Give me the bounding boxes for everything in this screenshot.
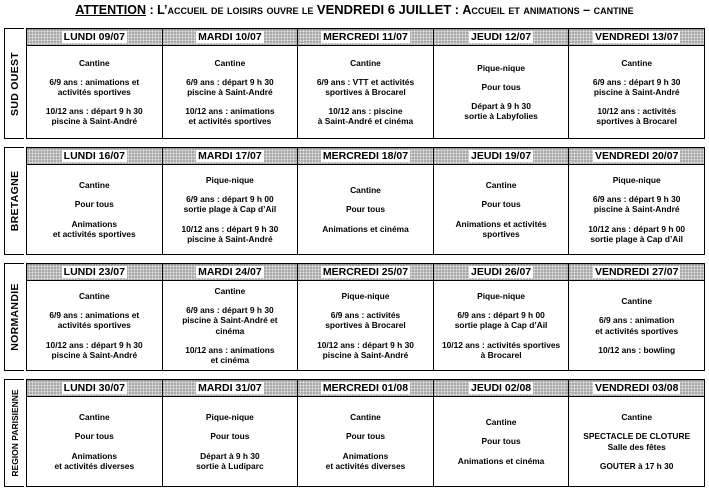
title-attention: ATTENTION [75,3,146,17]
day-header [162,380,298,397]
line-gap [27,331,162,340]
line-gap [434,301,569,310]
day-activities [298,165,434,255]
line-gap [569,422,704,431]
activity-line: sortie plage à Cap d’Ail [183,204,277,215]
activity-line: Pour tous [345,431,386,442]
line-gap [27,97,162,106]
day-label: LUNDI 30/07 [63,382,125,394]
day-label: JEUDI 19/07 [471,150,532,162]
line-gap [27,301,162,310]
activity-line: 6/9 ans : activités [330,310,401,321]
day-header [569,264,705,281]
activity-line: Pique-nique [477,291,526,302]
region-name: REGION PARISIENNE [9,389,20,477]
activity-line: sortie plage à Cap d’Ail [454,320,548,331]
day-activities [569,46,705,139]
activity-line: 10/12 ans : départ 9 h 30 [317,339,414,350]
page-title [0,2,709,17]
activity-line: sportives à Brocarel [325,86,406,97]
day-activities [162,397,298,487]
day-header [162,148,298,165]
week-block [4,28,705,139]
day-label: JEUDI 12/07 [471,31,532,43]
activity-line: sportives [482,228,520,239]
line-gap [434,92,569,101]
activity-line: 10/12 ans : activités sportives [441,339,561,350]
activity-line: Cantine [350,185,381,196]
day-activities [298,281,434,371]
activity-line: Pour tous [74,199,114,210]
activity-line: Animations [342,450,389,461]
day-activities [27,397,163,487]
activity-line: Cantine [350,412,381,423]
day-header [298,29,434,46]
activity-line: 6/9 ans : départ 9 h 30 [186,305,274,316]
day-header [433,148,569,165]
day-label: LUNDI 23/07 [63,266,125,278]
day-header-row [27,380,705,397]
day-header [433,264,569,281]
activity-line: sortie à Ludiparc [196,460,264,471]
day-activities [298,46,434,139]
day-header [433,29,569,46]
day-header [569,148,705,165]
activity-line: et activités sportives [188,116,272,127]
activity-line: cinéma [215,325,245,336]
week-block [4,379,705,487]
day-header [162,29,298,46]
activity-line: Cantine [350,57,381,68]
activity-line: activités sportives [57,320,131,331]
activity-line: et activités sportives [52,228,136,239]
activity-line: Animations [71,218,118,229]
activity-line: Cantine [621,412,653,423]
week-table [26,147,705,255]
line-gap [434,190,569,199]
line-gap [298,422,433,431]
line-gap [163,296,298,305]
day-activities [569,165,705,255]
activity-line: Pour tous [74,431,114,442]
day-label: LUNDI 16/07 [63,150,125,162]
line-gap [569,336,704,345]
region-label [4,379,24,487]
activity-line: Départ à 9 h 30 [471,101,531,111]
line-gap [298,97,433,106]
day-header-row [27,264,705,281]
activity-line: Cantine [621,57,653,68]
day-label: VENDREDI 27/07 [594,266,679,278]
line-gap [163,422,298,431]
activity-line: 10/12 ans : animations [185,106,275,117]
activity-line: Cantine [78,412,110,423]
day-activities [27,46,163,139]
line-gap [163,185,298,194]
line-gap [163,442,298,451]
activity-line: et activités sportives [595,325,679,336]
title-separator: : [146,3,158,17]
day-header [27,380,163,397]
day-label: VENDREDI 13/07 [594,31,679,43]
title-date: VENDREDI 6 JUILLET [316,2,452,17]
region-name: BRETAGNE [8,170,21,232]
region-label [4,263,24,371]
day-label: LUNDI 09/07 [63,31,125,43]
activity-line: piscine à Saint-André et [182,315,278,326]
day-activities [569,397,705,487]
activity-line: Animations et cinéma [322,223,409,234]
day-label: VENDREDI 03/08 [594,382,679,394]
day-label: MARDI 24/07 [198,266,262,278]
activity-line: sportives à Brocarel [325,320,406,331]
day-label: MERCREDI 18/07 [322,150,409,162]
activity-line: activités sportives [57,86,131,97]
activity-line: à Brocarel [480,349,522,360]
line-gap [434,427,569,436]
week-block [4,147,705,255]
day-header [433,380,569,397]
day-header [162,264,298,281]
day-header [298,148,434,165]
activity-line: 6/9 ans : animations et [49,76,140,87]
activity-line: 10/12 ans : activités [597,106,677,117]
day-content-row [27,397,705,487]
line-gap [163,336,298,345]
activity-line: Pique-nique [205,412,254,423]
activity-line: 6/9 ans : VTT et activités [316,76,415,87]
line-gap [27,190,162,199]
activity-line: Pour tous [210,431,250,442]
activity-line: Pour tous [481,436,521,447]
activity-line: piscine à Saint-André [187,86,273,97]
activity-line: piscine à Saint-André [593,86,680,97]
activity-line: Cantine [78,291,110,302]
day-activities [433,281,569,371]
activity-line: Salle des fêtes [607,441,666,452]
activity-line: Pique-nique [341,291,390,302]
activity-line: Pour tous [481,81,521,92]
activity-line: Cantine [485,180,517,191]
line-gap [434,447,569,456]
line-gap [569,185,704,194]
line-gap [163,97,298,106]
activity-line: Pique-nique [205,175,254,186]
activity-line: Cantine [78,180,110,191]
title-part2: Accueil et animations – cantine [462,3,634,17]
activity-line: Animations et activités [455,218,547,229]
line-gap [569,215,704,224]
day-activities [27,281,163,371]
day-header [298,380,434,397]
activity-line: Cantine [214,57,246,68]
activity-line: Pour tous [345,204,386,215]
activity-line: Cantine [485,417,517,428]
title-separator: : [451,3,463,17]
day-label: MERCREDI 01/08 [322,382,409,394]
line-gap [434,210,569,219]
day-content-row [27,46,705,139]
day-activities [298,397,434,487]
activity-line: Animations [71,450,118,461]
activity-line: GOUTER à 17 h 30 [599,460,674,471]
activity-line: Pique-nique [477,62,526,73]
day-header [298,264,434,281]
day-header [27,264,163,281]
activity-line: et activités diverses [54,460,135,471]
activity-line: 10/12 ans : animations [185,344,275,355]
line-gap [27,442,162,451]
title-part1: L’accueil de loisirs ouvre le [157,3,317,17]
day-activities [569,281,705,371]
day-label: JEUDI 02/08 [471,382,532,394]
activity-line: sortie plage à Cap d’Ail [590,233,683,244]
day-header-row [27,29,705,46]
day-content-row [27,281,705,371]
region-label [4,28,24,139]
day-header-row [27,148,705,165]
activity-line: sortie à Labyfolies [464,111,538,122]
activity-line: 6/9 ans : animation [598,315,675,326]
activity-line: à Saint-André et cinéma [317,116,414,127]
activity-line: 10/12 ans : départ 9 h 30 [45,339,143,350]
activity-line: 6/9 ans : départ 9 h 30 [186,76,274,87]
line-gap [298,331,433,340]
line-gap [569,68,704,77]
line-gap [434,331,569,340]
day-activities [27,165,163,255]
day-activities [162,281,298,371]
line-gap [163,215,298,224]
day-label: MARDI 31/07 [198,382,262,394]
line-gap [569,97,704,106]
line-gap [27,210,162,219]
activity-line: 6/9 ans : départ 9 h 00 [457,310,545,321]
week-block [4,263,705,371]
day-label: VENDREDI 20/07 [594,150,679,162]
day-content-row [27,165,705,255]
line-gap [569,306,704,315]
activity-line: piscine à Saint-André [51,116,138,127]
day-activities [162,46,298,139]
line-gap [298,442,433,451]
activity-line: Cantine [78,57,110,68]
line-gap [27,68,162,77]
activity-line: Cantine [214,286,246,297]
week-table [26,28,705,139]
day-header [569,380,705,397]
activity-line: piscine à Saint-André [187,233,273,244]
activity-line: piscine à Saint-André [593,204,680,215]
day-activities [433,397,569,487]
activity-line: Départ à 9 h 30 [200,450,260,461]
activity-line: piscine à Saint-André [322,349,409,360]
activity-line: 10/12 ans : bowling [598,344,676,355]
day-activities [162,165,298,255]
line-gap [27,422,162,431]
line-gap [163,68,298,77]
line-gap [298,301,433,310]
activity-line: 10/12 ans : départ 9 h 30 [181,223,279,234]
activity-line: et cinéma [210,354,250,365]
day-header [27,29,163,46]
day-activities [433,165,569,255]
line-gap [569,452,704,461]
activity-line: 6/9 ans : départ 9 h 30 [592,194,681,205]
activity-line: Pour tous [481,199,521,210]
region-name: NORMANDIE [8,283,21,351]
activity-line: 6/9 ans : animations et [49,310,140,321]
line-gap [434,73,569,82]
day-header [569,29,705,46]
day-header [27,148,163,165]
line-gap [298,215,433,224]
line-gap [298,68,433,77]
activity-line: 10/12 ans : départ 9 h 00 [588,223,686,234]
activity-line: Pique-nique [612,175,661,186]
activity-line: 10/12 ans : piscine [328,106,403,117]
activity-line: Cantine [621,296,653,307]
week-table [26,263,705,371]
region-label [4,147,24,255]
activity-line: et activités diverses [325,460,406,471]
activity-line: piscine à Saint-André [51,349,138,360]
day-label: MERCREDI 25/07 [322,266,409,278]
day-label: JEUDI 26/07 [471,266,532,278]
week-table [26,379,705,487]
activity-line: 10/12 ans : départ 9 h 30 [45,106,143,117]
activity-line: Animations et cinéma [457,455,545,466]
activity-line: sportives à Brocarel [596,116,677,127]
day-label: MARDI 17/07 [198,150,262,162]
activity-line: 6/9 ans : départ 9 h 00 [186,194,274,205]
region-name: SUD OUEST [8,51,21,116]
day-label: MARDI 10/07 [198,31,262,43]
day-label: MERCREDI 11/07 [323,31,408,43]
line-gap [298,195,433,204]
activity-line: SPECTACLE DE CLOTURE [583,431,691,442]
activity-line: 6/9 ans : départ 9 h 30 [592,76,681,87]
day-activities [433,46,569,139]
